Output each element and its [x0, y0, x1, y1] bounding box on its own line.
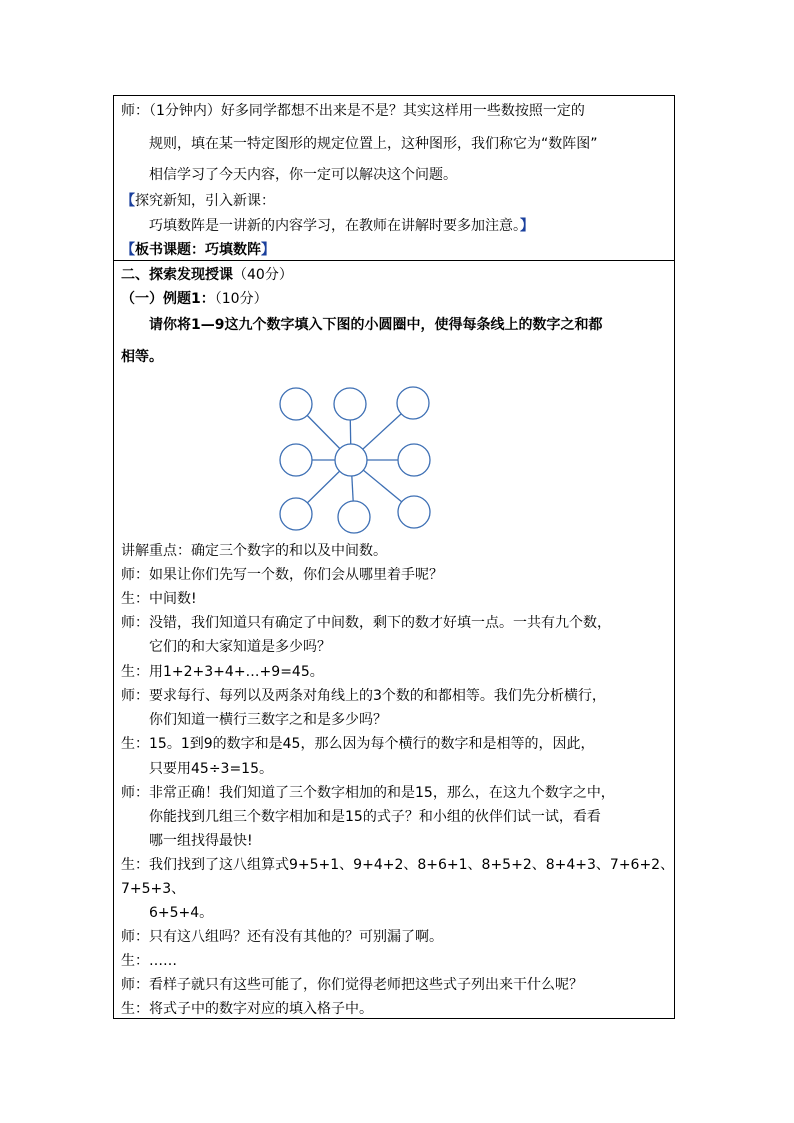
number-circle	[398, 496, 430, 528]
dialog-line: 生：15。1到9的数字和是45，那么因为每个横行的数字和是相等的，因此，	[121, 736, 595, 752]
text-line: 规则，填在某一特定图形的规定位置上，这种图形，我们称它为“数阵图”	[149, 136, 598, 152]
dialog-line: 师：没错，我们知道只有确定了中间数，剩下的数才好填一点。一共有九个数，	[121, 615, 611, 631]
dialog-line: 师：如果让你们先写一个数，你们会从哪里着手呢？	[121, 567, 443, 583]
number-circle	[334, 388, 366, 420]
bracket-open: 【	[121, 193, 135, 209]
dialog-line: 只要用45÷3=15。	[149, 761, 273, 777]
dialog-line: 生：用1+2+3+4+…+9=45。	[121, 664, 324, 680]
dialog-line: 它们的和大家知道是多少吗？	[149, 639, 331, 655]
example-time: （10分）	[214, 291, 268, 307]
problem-line: 相等。	[121, 349, 163, 365]
number-circle	[280, 388, 312, 420]
dialog-line: 生：……	[121, 953, 177, 969]
text-line: 相信学习了今天内容，你一定可以解决这个问题。	[149, 167, 457, 183]
example-text: （一）例题1：	[121, 291, 215, 307]
number-circle	[280, 498, 312, 530]
dialog-line: 师：只有这八组吗？还有没有其他的？可别漏了啊。	[121, 929, 443, 945]
dialog-line: 7+5+3、	[121, 881, 186, 897]
number-circle	[338, 501, 370, 533]
dialog-line: 6+5+4。	[149, 905, 214, 921]
bracket-open: 【	[121, 242, 135, 258]
dialog-line: 师：要求每行、每列以及两条对角线上的3个数的和都相等。我们先分析横行，	[121, 688, 606, 704]
bracket-close: 】	[520, 218, 534, 234]
bracket-close: 】	[261, 242, 275, 258]
dialog-line: 师：非常正确！我们知道了三个数字相加的和是15，那么，在这九个数字之中，	[121, 785, 615, 801]
dialog-line: 哪一组找得最快!	[149, 833, 253, 849]
dialog-line: 生：将式子中的数字对应的填入格子中。	[121, 1001, 373, 1017]
dialog-line: 师：看样子就只有这些可能了，你们觉得老师把这些式子列出来干什么呢？	[121, 977, 583, 993]
dialog-line: 讲解重点：确定三个数字的和以及中间数。	[121, 543, 387, 559]
number-circle	[280, 444, 312, 476]
section-time: （40分）	[233, 267, 293, 283]
dialog-line: 你们知道一横行三数字之和是多少吗？	[149, 712, 387, 728]
text-line: 师：（1分钟内）好多同学都想不出来是不是？其实这样用一些数按照一定的	[121, 103, 585, 119]
center-circle	[335, 444, 367, 476]
dialog-line: 生：我们找到了这八组算式9+5+1、9+4+2、8+6+1、8+5+2、8+4+3、7+6+2、	[121, 857, 675, 873]
dialog-line: 你能找到几组三个数字相加和是15的式子？和小组的伙伴们试一试，看看	[149, 809, 601, 825]
number-circle	[397, 387, 429, 419]
board-text: 板书课题：巧填数阵	[135, 242, 261, 258]
explore-text: 探究新知，引入新课：	[135, 193, 275, 209]
section-title-text: 二、探索发现授课	[121, 267, 233, 283]
intro-text: 巧填数阵是一讲新的内容学习，在教师在讲解时要多加注意。	[149, 218, 520, 234]
dialog-line: 生：中间数!	[121, 591, 197, 607]
number-circle	[398, 444, 430, 476]
problem-line: 请你将1—9这九个数字填入下图的小圆圈中，使得每条线上的数字之和都	[149, 317, 603, 333]
